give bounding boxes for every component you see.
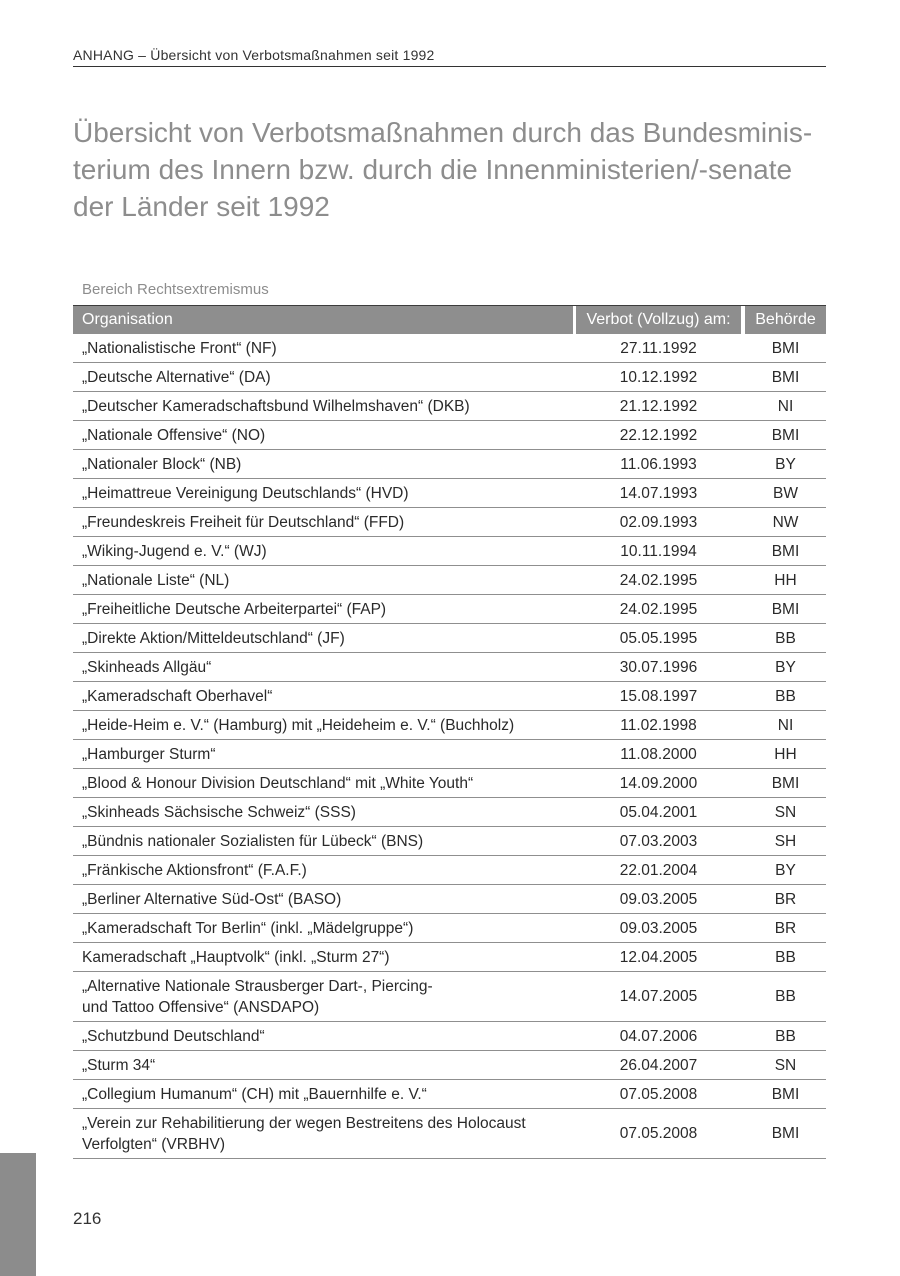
ban-date-cell: 30.07.1996 — [619, 658, 698, 676]
table-row — [73, 1051, 826, 1080]
table-row — [73, 363, 826, 392]
table-row — [73, 798, 826, 827]
authority-cell: BW — [773, 484, 798, 502]
organisation-cell: „Skinheads Allgäu“ — [82, 658, 212, 676]
table-row — [73, 856, 826, 885]
table-row — [73, 566, 826, 595]
organisation-cell: „Skinheads Sächsische Schweiz“ (SSS) — [82, 803, 356, 821]
authority-cell: NW — [772, 513, 799, 531]
organisation-cell: „Freiheitliche Deutsche Arbeiterpartei“ (FAP) — [82, 600, 387, 618]
authority-cell: BY — [775, 658, 796, 676]
table-row — [73, 392, 826, 421]
ban-date-cell: 05.05.1995 — [619, 629, 698, 647]
table-row — [73, 682, 826, 711]
column-header-authority: Behörde — [741, 306, 826, 334]
organisation-cell: „Deutsche Alternative“ (DA) — [82, 368, 271, 386]
ban-date-cell: 14.07.1993 — [619, 484, 698, 502]
ban-date-cell: 11.06.1993 — [620, 455, 697, 473]
organisation-cell: „Freundeskreis Freiheit für Deutschland“ (FFD) — [82, 513, 405, 531]
ban-date-cell: 22.01.2004 — [619, 861, 698, 879]
page-title-line: der Länder seit 1992 — [73, 191, 330, 222]
table-row — [73, 914, 826, 943]
table-row — [73, 740, 826, 769]
organisation-cell: „Alternative Nationale Strausberger Dart-, Piercing- und Tattoo Offensive“ (ANSDAPO) — [82, 977, 433, 1016]
authority-cell: SN — [774, 803, 797, 821]
ban-date-cell: 07.05.2008 — [619, 1125, 698, 1142]
authority-cell: BB — [775, 988, 796, 1005]
authority-cell: BMI — [771, 1125, 800, 1142]
column-header-organisation: Organisation — [73, 306, 573, 334]
table-row — [73, 334, 826, 363]
running-header: ANHANG – Übersicht von Verbotsmaßnahmen seit 1992 — [73, 47, 435, 63]
table-row — [73, 595, 826, 624]
authority-cell: BMI — [771, 368, 800, 386]
page-title-line: Übersicht von Verbotsmaßnahmen durch das Bundesminis- — [73, 117, 813, 148]
table-row — [73, 508, 826, 537]
ban-date-cell: 14.07.2005 — [619, 988, 698, 1005]
authority-cell: BMI — [771, 339, 800, 357]
ban-date-cell: 24.02.1995 — [619, 571, 698, 589]
authority-cell: BR — [774, 890, 797, 908]
ban-date-cell: 24.02.1995 — [619, 600, 698, 618]
organisation-cell: „Kameradschaft Oberhavel“ — [82, 687, 273, 705]
organisation-cell: „Nationale Liste“ (NL) — [82, 571, 230, 589]
authority-cell: BMI — [771, 426, 800, 444]
ban-date-cell: 07.05.2008 — [619, 1085, 698, 1103]
ban-date-cell: 11.08.2000 — [620, 745, 697, 763]
page-title-line: terium des Innern bzw. durch die Innenministerien/-senate — [73, 154, 793, 185]
authority-cell: SH — [774, 832, 797, 850]
ban-date-cell: 07.03.2003 — [619, 832, 698, 850]
table-row — [73, 450, 826, 479]
ban-date-cell: 10.12.1992 — [619, 368, 698, 386]
organisation-cell: „Nationaler Block“ (NB) — [82, 455, 242, 473]
authority-cell: NI — [777, 397, 794, 415]
table-row — [73, 1080, 826, 1109]
organisation-cell: „Sturm 34“ — [82, 1056, 156, 1074]
authority-cell: BB — [775, 687, 796, 705]
organisation-cell: „Hamburger Sturm“ — [82, 745, 216, 763]
authority-cell: BB — [775, 948, 796, 966]
organisation-cell: „Heide-Heim e. V.“ (Hamburg) mit „Heideheim e. V.“ (Buchholz) — [82, 716, 515, 734]
organisation-cell: „Fränkische Aktionsfront“ (F.A.F.) — [82, 861, 307, 879]
organisation-cell: „Heimattreue Vereinigung Deutschlands“ (HVD) — [82, 484, 409, 502]
header-rule — [73, 66, 826, 67]
ban-date-cell: 15.08.1997 — [619, 687, 698, 705]
organisation-cell: „Nationalistische Front“ (NF) — [82, 339, 277, 357]
organisation-cell: „Nationale Offensive“ (NO) — [82, 426, 266, 444]
authority-cell: BY — [775, 861, 796, 879]
organisation-cell: „Collegium Humanum“ (CH) mit „Bauernhilfe e. V.“ — [82, 1085, 427, 1103]
table-row — [73, 653, 826, 682]
ban-date-cell: 22.12.1992 — [619, 426, 698, 444]
table-row — [73, 769, 826, 798]
organisation-cell: Kameradschaft „Hauptvolk“ (inkl. „Sturm 27“) — [82, 948, 390, 966]
table-row — [73, 479, 826, 508]
chapter-edge-tab — [0, 1153, 36, 1276]
organisation-cell: „Verein zur Rehabilitierung der wegen Bestreitens des Holocaust Verfolgten“ (VRBHV) — [82, 1114, 526, 1153]
authority-cell: BMI — [771, 600, 800, 618]
page-number: 216 — [73, 1209, 102, 1228]
ban-date-cell: 14.09.2000 — [619, 774, 698, 792]
organisation-cell: „Bündnis nationaler Sozialisten für Lübeck“ (BNS) — [82, 832, 424, 850]
ban-date-cell: 10.11.1994 — [620, 542, 697, 560]
ban-date-cell: 26.04.2007 — [619, 1056, 698, 1074]
table-row — [73, 885, 826, 914]
table-row — [73, 972, 826, 1022]
authority-cell: BB — [775, 1027, 796, 1045]
authority-cell: NI — [777, 716, 794, 734]
ban-date-cell: 04.07.2006 — [619, 1027, 698, 1045]
authority-cell: HH — [774, 571, 797, 589]
organisation-cell: „Deutscher Kameradschaftsbund Wilhelmshaven“ (DKB) — [82, 397, 470, 415]
bans-table — [73, 305, 826, 1159]
ban-date-cell: 09.03.2005 — [619, 919, 698, 937]
ban-date-cell: 27.11.1992 — [620, 339, 697, 357]
organisation-cell: „Kameradschaft Tor Berlin“ (inkl. „Mädelgruppe“) — [82, 919, 414, 937]
table-row — [73, 624, 826, 653]
ban-date-cell: 11.02.1998 — [620, 716, 697, 734]
authority-cell: BR — [774, 919, 797, 937]
authority-cell: BMI — [771, 774, 800, 792]
page-title — [73, 114, 812, 225]
authority-cell: BB — [775, 629, 796, 647]
organisation-cell: „Blood & Honour Division Deutschland“ mit „White Youth“ — [82, 774, 474, 792]
table-row — [73, 421, 826, 450]
table-row — [73, 1109, 826, 1159]
table-row — [73, 711, 826, 740]
table-row — [73, 943, 826, 972]
organisation-cell: „Wiking-Jugend e. V.“ (WJ) — [82, 542, 267, 560]
ban-date-cell: 05.04.2001 — [619, 803, 698, 821]
organisation-cell: „Schutzbund Deutschland“ — [82, 1027, 265, 1045]
authority-cell: SN — [774, 1056, 797, 1074]
column-header-ban-date: Verbot (Vollzug) am: — [573, 306, 741, 334]
ban-date-cell: 09.03.2005 — [619, 890, 698, 908]
table-row — [73, 1022, 826, 1051]
ban-date-cell: 21.12.1992 — [619, 397, 698, 415]
section-label: Bereich Rechtsextremismus — [82, 281, 269, 298]
table-row — [73, 537, 826, 566]
authority-cell: BY — [775, 455, 796, 473]
authority-cell: HH — [774, 745, 797, 763]
ban-date-cell: 12.04.2005 — [619, 948, 698, 966]
ban-date-cell: 02.09.1993 — [619, 513, 698, 531]
authority-cell: BMI — [771, 542, 800, 560]
authority-cell: BMI — [771, 1085, 800, 1103]
organisation-cell: „Direkte Aktion/Mitteldeutschland“ (JF) — [82, 629, 345, 647]
table-header-row — [73, 305, 826, 334]
table-row — [73, 827, 826, 856]
organisation-cell: „Berliner Alternative Süd-Ost“ (BASO) — [82, 890, 342, 908]
